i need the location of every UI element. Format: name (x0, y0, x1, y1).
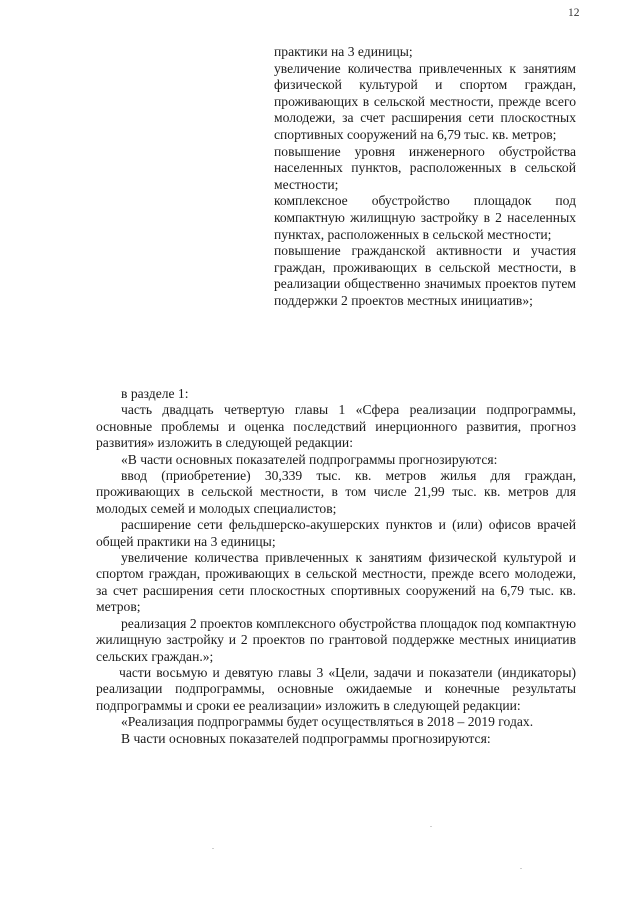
body-paragraph: часть двадцать четвертую главы 1 «Сфера реализации подпрограммы, основные проблемы и оценка последствий инерционного развития, прогноз развития» изложить в следующей редакции: (96, 402, 576, 451)
scan-speck (520, 868, 522, 869)
body-paragraph: части восьмую и девятую главы 3 «Цели, задачи и показатели (индикаторы) реализации подпрограммы, основные ожидаемые и конечные результаты подпрограммы и сроки ее реализации» изложить в следующей редакции: (96, 664, 576, 713)
main-body-text (96, 386, 576, 747)
body-paragraph: расширение сети фельдшерско-акушерских пунктов и (или) офисов врачей общей практики на 3 единицы; (96, 517, 576, 549)
right-column-paragraph: увеличение количества привлеченных к занятиям физической культурой и спортом граждан, проживающих в сельской местности, прежде всего молодежи, за счет расширения сети плоскостных спортивных сооружений на 6,79 тыс. кв. метров; (274, 60, 576, 142)
right-column-paragraph: повышение уровня инженерного обустройства населенных пунктов, расположенных в сельской местности; (274, 143, 576, 192)
body-paragraph: реализация 2 проектов комплексного обустройства площадок под компактную жилищную застройку и 2 проектов по грантовой поддержке местных инициатив сельских граждан.»; (96, 615, 576, 664)
right-column-text (274, 44, 576, 310)
right-column-paragraph: повышение гражданской активности и участия граждан, проживающих в сельской местности, в реализации общественно значимых проектов путем поддержки 2 проектов местных инициатив»; (274, 243, 576, 308)
section-heading: в разделе 1: (121, 386, 189, 401)
scan-speck (430, 826, 432, 827)
scan-speck (212, 848, 214, 849)
body-paragraph: увеличение количества привлеченных к занятиям физической культурой и спортом граждан, проживающих в сельской местности, прежде всего молодежи, за счет расширения сети плоскостных спортивных сооружений на 6,79 тыс. кв. метров; (96, 550, 576, 615)
body-paragraph: «В части основных показателей подпрограммы прогнозируются: (121, 451, 498, 467)
body-paragraph: «Реализация подпрограммы будет осуществляться в 2018 – 2019 годах. (121, 714, 534, 730)
right-column-paragraph: комплексное обустройство площадок под компактную жилищную застройку в 2 населенных пунктах, расположенных в сельской местности; (274, 193, 576, 242)
body-paragraph: ввод (приобретение) 30,339 тыс. кв. метров жилья для граждан, проживающих в сельской местности, в том числе 21,99 тыс. кв. метров для молодых семей и молодых специалистов; (96, 468, 576, 516)
body-paragraph: В части основных показателей подпрограммы прогнозируются: (121, 730, 491, 746)
right-column-paragraph: практики на 3 единицы; (274, 44, 413, 59)
page-number: 12 (568, 7, 580, 19)
